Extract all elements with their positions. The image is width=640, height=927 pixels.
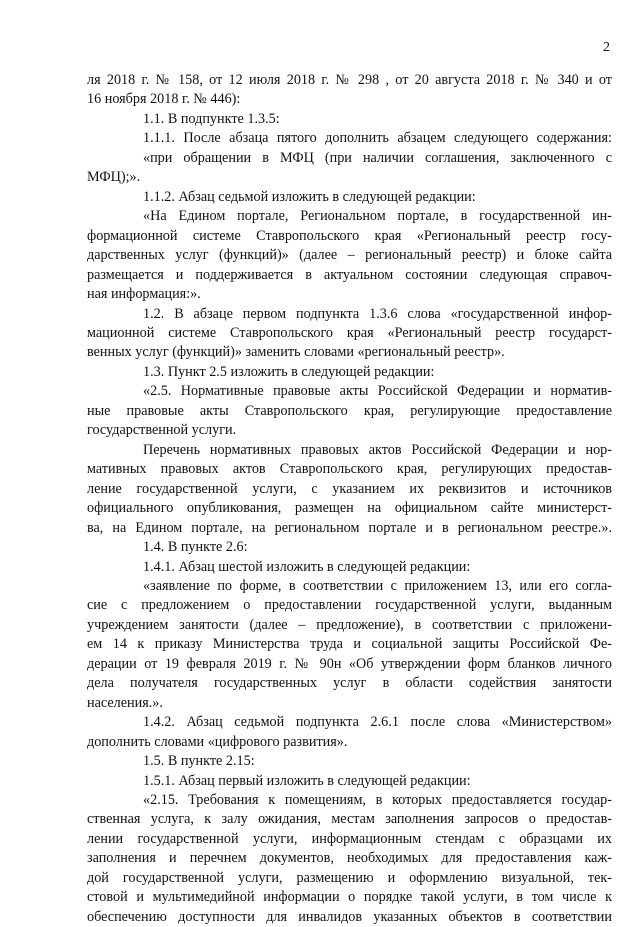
text-line: дарственных услуг (функций)» (далее – региональный реестр) и блоке сайта bbox=[87, 247, 612, 264]
text-line: «при обращении в МФЦ (при наличии соглашения, заключенного с bbox=[143, 149, 612, 166]
text-line: 1.4. В пункте 2.6: bbox=[143, 539, 248, 556]
text-line: дела получателя государственных услуг в области содействия занятости bbox=[87, 675, 612, 692]
text-line: государственной услуги. bbox=[87, 422, 237, 439]
text-line: лении государственной услуги, информационным стендам с образцами их bbox=[87, 830, 612, 847]
text-line: «2.5. Нормативные правовые акты Российской Федерации и норматив- bbox=[143, 383, 612, 400]
text-line: сие с предложением о предоставлении государственной услуги, выданным bbox=[87, 597, 612, 614]
text-line: обеспечению доступности для инвалидов указанных объектов в соответствии bbox=[87, 908, 612, 925]
text-line: «2.15. Требования к помещениям, в которых предоставляется государ- bbox=[143, 792, 612, 809]
text-line: 16 ноября 2018 г. № 446): bbox=[87, 91, 241, 108]
text-line: 1.4.1. Абзац шестой изложить в следующей редакции: bbox=[143, 558, 471, 575]
text-line: размещается и поддерживается в актуальном состоянии следующая справоч- bbox=[87, 266, 612, 283]
text-line: ва, на Едином портале, на региональном портале и в региональном реестре.». bbox=[87, 519, 612, 536]
text-line: 1.5. В пункте 2.15: bbox=[143, 753, 255, 770]
text-line: ление государственной услуги, с указанием их реквизитов и источников bbox=[87, 480, 612, 497]
text-line: 1.4.2. Абзац седьмой подпункта 2.6.1 после слова «Министерством» bbox=[143, 714, 612, 731]
text-line: ственная услуга, к залу ожидания, местам заполнения запросов о предостав- bbox=[87, 811, 612, 828]
text-line: «заявление по форме, в соответствии с приложением 13, или его согла- bbox=[143, 577, 612, 594]
text-line: 1.1. В подпункте 1.3.5: bbox=[143, 110, 280, 127]
text-line: 1.3. Пункт 2.5 изложить в следующей редакции: bbox=[143, 363, 435, 380]
text-line: дерации от 19 февраля 2019 г. № 90н «Об утверждении форм бланков личного bbox=[87, 655, 612, 672]
text-line: мативных правовых актов Ставропольского края, регулирующих предостав- bbox=[87, 461, 612, 478]
text-line: мационной системе Ставропольского края «Региональный реестр государст- bbox=[87, 324, 612, 341]
text-line: дополнить словами «цифрового развития». bbox=[87, 733, 348, 750]
text-line: официального опубликования, размещен на официальном сайте министерст- bbox=[87, 500, 612, 517]
text-line: «На Едином портале, Региональном портале, в государственной ин- bbox=[143, 208, 612, 225]
text-line: Перечень нормативных правовых актов Российской Федерации и нор- bbox=[143, 441, 612, 458]
text-line: стовой и мультимедийной информации о порядке такой услуги, в том числе к bbox=[87, 889, 612, 906]
page-number: 2 bbox=[603, 40, 610, 55]
text-line: ем 14 к приказу Министерства труда и социальной защиты Российской Фе- bbox=[87, 636, 612, 653]
text-line: МФЦ);». bbox=[87, 169, 141, 186]
text-line: населения.». bbox=[87, 694, 163, 711]
text-line: формационной системе Ставропольского края «Региональный реестр госу- bbox=[87, 227, 612, 244]
text-line: учреждением занятости (далее – предложение), в соответствии с приложени- bbox=[87, 616, 612, 633]
text-line: ля 2018 г. № 158, от 12 июля 2018 г. № 298 , от 20 августа 2018 г. № 340 и от bbox=[87, 72, 612, 88]
text-line: 1.5.1. Абзац первый изложить в следующей редакции: bbox=[143, 772, 471, 789]
text-line: заполнения и перечнем документов, необходимых для предоставления каж- bbox=[87, 850, 612, 867]
text-line: 1.1.2. Абзац седьмой изложить в следующей редакции: bbox=[143, 188, 476, 205]
text-line: венных услуг (функций)» заменить словами «региональный реестр». bbox=[87, 344, 505, 361]
text-line: 1.1.1. После абзаца пятого дополнить абзацем следующего содержания: bbox=[143, 130, 612, 147]
text-line: ные правовые акты Ставропольского края, регулирующие предоставление bbox=[87, 402, 612, 419]
text-line: дой государственной услуги, размещению и оформлению визуальной, тек- bbox=[87, 869, 612, 886]
text-line: ная информация:». bbox=[87, 286, 201, 303]
text-line: 1.2. В абзаце первом подпункта 1.3.6 слова «государственной инфор- bbox=[143, 305, 612, 322]
